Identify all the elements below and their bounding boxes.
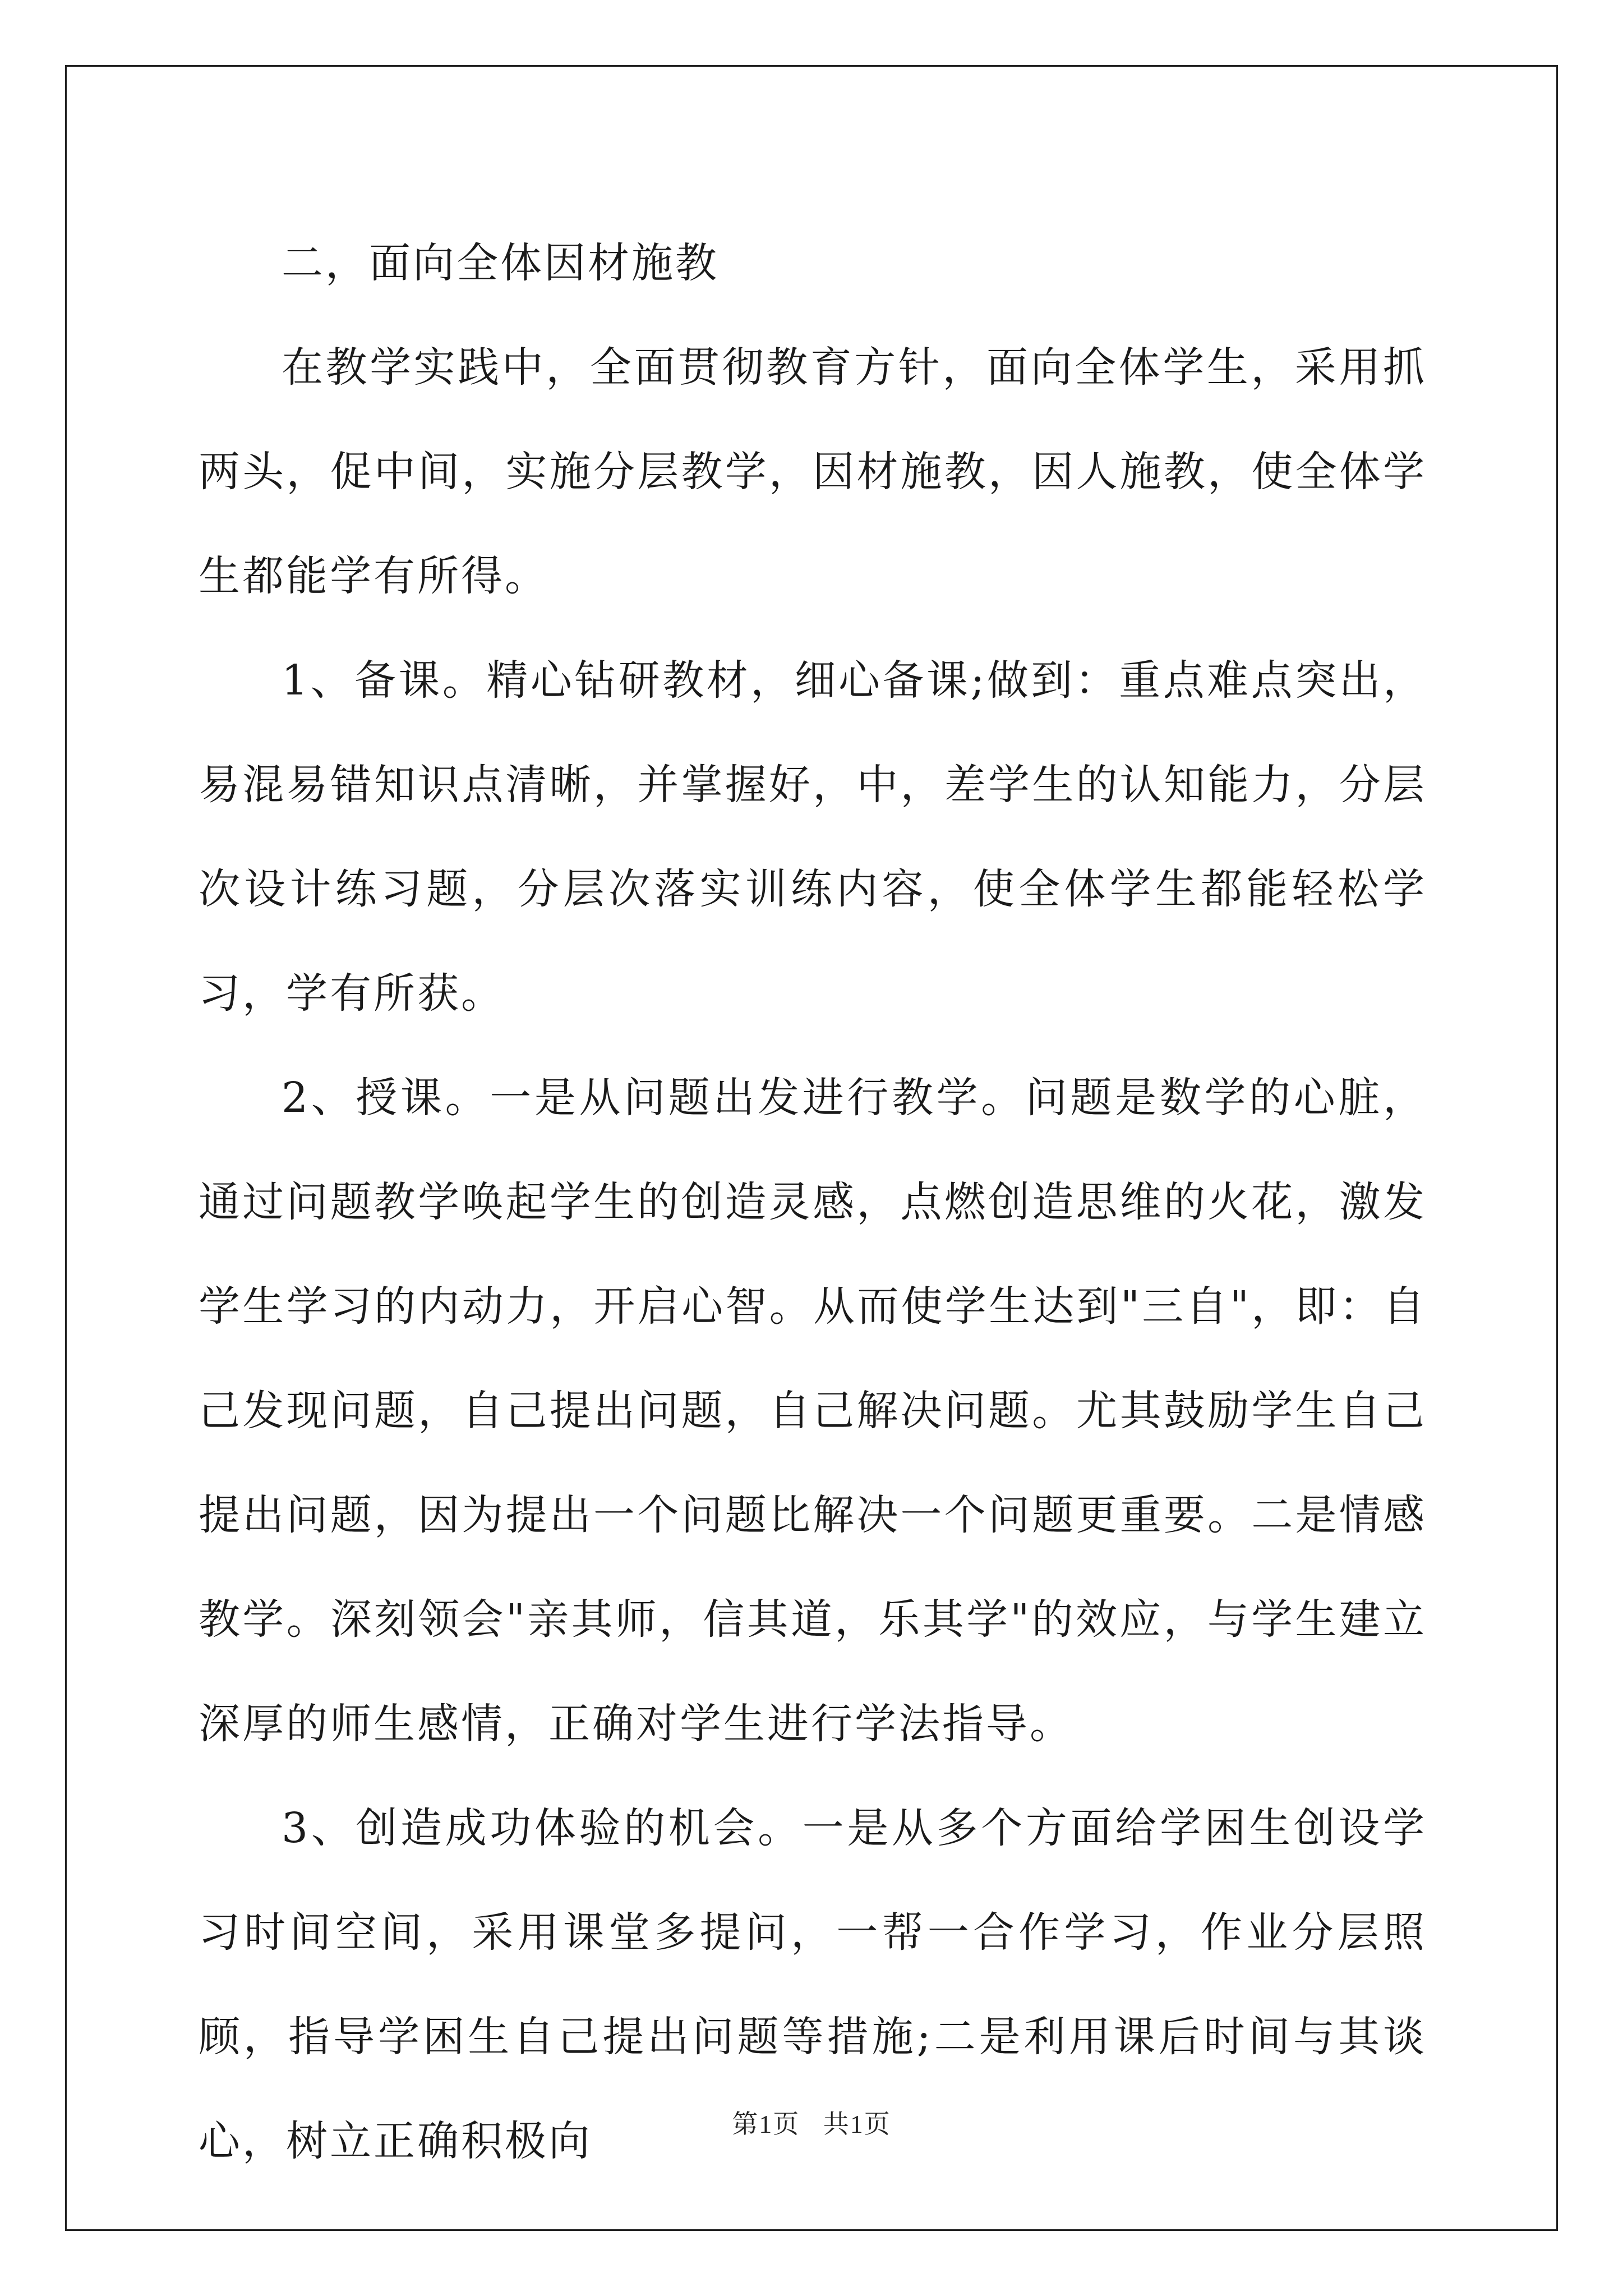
paragraph-success-experience: 3、创造成功体验的机会。一是从多个方面给学困生创设学习时间空间，采用课堂多提问，一帮一合作学习，作业分层照顾，指导学困生自己提出问题等措施;二是利用课后时间与其谈心，树立正确积极向 — [199, 1804, 1427, 2165]
section-heading: 二，面向全体因材施教 — [282, 239, 719, 287]
paragraph-lesson-prep: 1、备课。精心钻研教材，细心备课;做到：重点难点突出，易混易错知识点清晰，并掌握好，中，差学生的认知能力，分层次设计练习题，分层次落实训练内容，使全体学生都能轻松学习，学有所获。 — [199, 656, 1427, 1018]
page-number: 第1页 — [732, 2110, 800, 2138]
document-body — [199, 211, 1427, 2193]
paragraph-teaching: 2、授课。一是从问题出发进行教学。问题是数学的心脏，通过问题教学唤起学生的创造灵感，点燃创造思维的火花，激发学生学习的内动力，开启心智。从而使学生达到"三自"，即：自己发现问题，自己提出问题，自己解决问题。尤其鼓励学生自己提出问题，因为提出一个问题比解决一个问题更重要。二是情感教学。深刻领会"亲其师，信其道，乐其学"的效应，与学生建立深厚的师生感情，正确对学生进行学法指导。 — [199, 1074, 1427, 1748]
paragraph-intro: 在教学实践中，全面贯彻教育方针，面向全体学生，采用抓两头，促中间，实施分层教学，因材施教，因人施教，使全体学生都能学有所得。 — [199, 343, 1427, 600]
page-footer — [0, 2104, 1623, 2141]
page-total: 共1页 — [823, 2110, 891, 2138]
